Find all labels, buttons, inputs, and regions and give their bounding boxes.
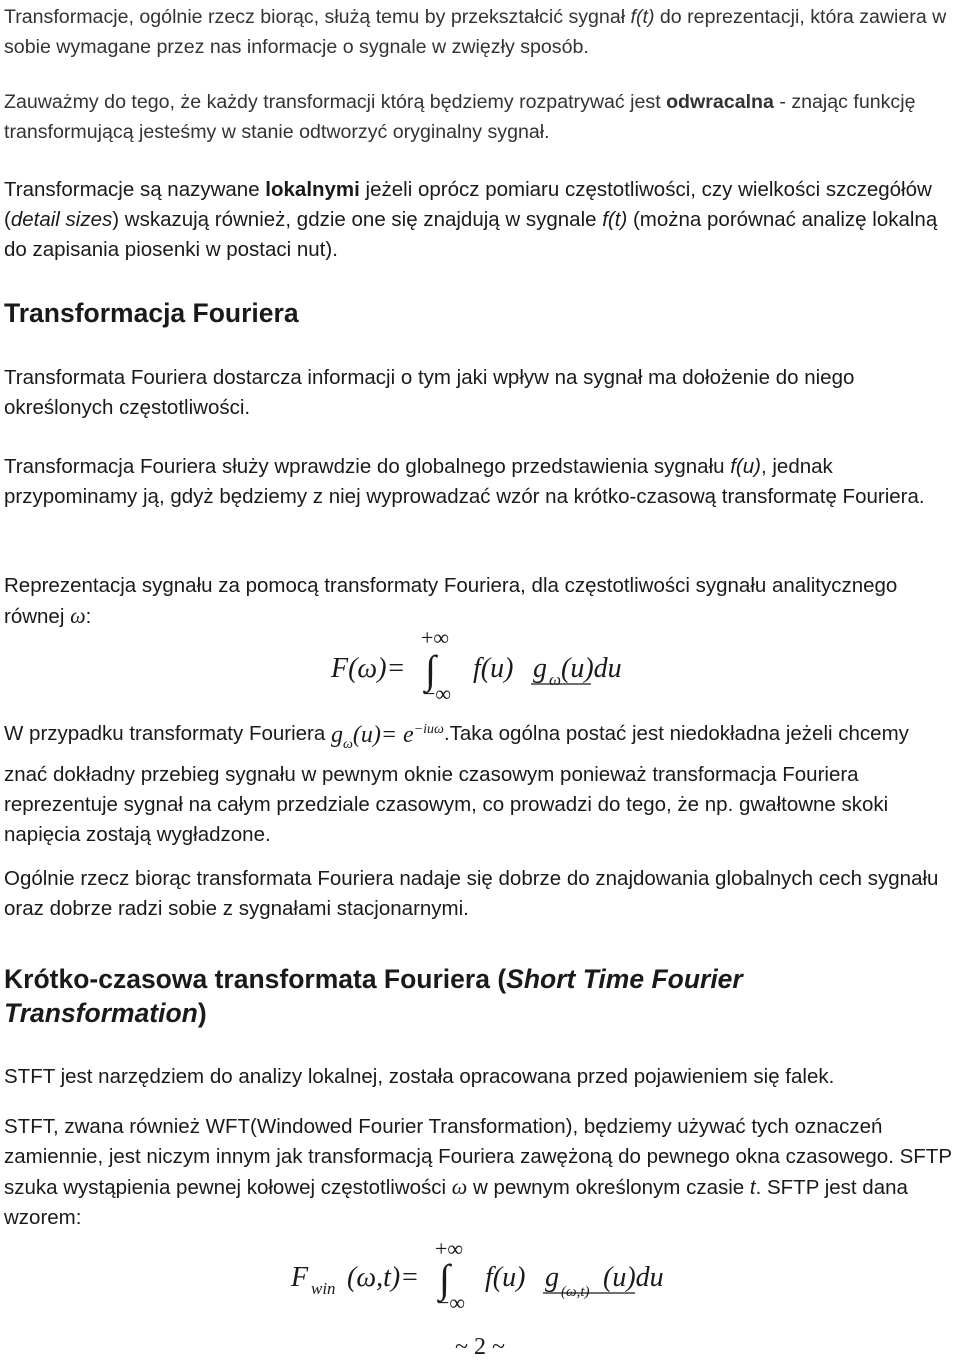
text: jeżeli oprócz pomiaru częstotliwości, czy wielkości szczegółów ( — [4, 178, 932, 231]
paragraph-representation — [4, 571, 956, 632]
kernel-g: g — [330, 722, 343, 748]
paragraph-intro — [4, 2, 956, 62]
formula-g: g — [545, 1262, 559, 1293]
formula-F: F — [291, 1262, 309, 1293]
omega-symbol: ω — [451, 1174, 468, 1199]
paragraph-invertible — [4, 87, 956, 147]
italic-term: Short Time Fourier Transformation — [4, 964, 743, 1028]
omega-symbol: ω — [70, 603, 86, 628]
text: (można porównać analizę lokalną do zapisania piosenki w postaci nut). — [4, 208, 938, 261]
fourier-transform-formula — [325, 625, 645, 710]
integral-upper-limit: +∞ — [435, 1236, 464, 1261]
kernel-exponent: −iuω — [413, 722, 444, 737]
integral-sign: ∫ — [425, 647, 436, 692]
paragraph-local — [4, 175, 956, 265]
paragraph-fourier-kernel — [4, 715, 956, 850]
paragraph-global-features: Ogólnie rzecz biorąc transformata Fouriera nadaje się dobrze do znajdowania globalnych cech sygnału oraz dobrze radzi sobie z sygnałami stacjonarnymi. — [4, 867, 939, 920]
text: . SFTP jest dana wzorem: — [4, 1176, 908, 1229]
text: do reprezentacji, która zawiera w sobie wymagane przez nas informacje o sygnale w zwięzły sposób. — [4, 6, 947, 58]
bold-term: odwracalna — [666, 91, 774, 113]
text: ) wskazują również, gdzie one się znajdują w sygnale — [112, 208, 603, 231]
formula-g: g — [533, 653, 547, 684]
text: : — [85, 605, 92, 628]
integral-lower-limit: −∞ — [437, 1290, 466, 1315]
section-heading-stft — [4, 962, 904, 1030]
kernel-mid: (u)= e — [352, 722, 414, 748]
formula-g-subscript: ω — [549, 670, 562, 689]
text: Transformacje, ogólnie rzecz biorąc, służą temu by przekształcić sygnał — [4, 6, 631, 28]
page-number: ~ 2 ~ — [455, 1334, 505, 1360]
text: , jednak przypominamy ją, gdyż będziemy z niej wyprowadzać wzór na krótko-czasową transformatę Fouriera. — [4, 455, 925, 508]
math-t: t — [749, 1176, 756, 1199]
integral-sign: ∫ — [439, 1256, 450, 1301]
paragraph-fourier-info: Transformata Fouriera dostarcza informacji o tym jaki wpływ na sygnał ma dołożenie do niego określonych częstotliwości. — [4, 366, 855, 419]
stft-formula — [285, 1236, 685, 1321]
formula-F-args: (ω,t)= — [347, 1262, 420, 1293]
math-ft: f(t) — [630, 6, 655, 28]
text: STFT, zwana również WFT(Windowed Fourier Transformation), będziemy używać tych oznaczeń zamiennie, jest niczym innym jak transformacją Fouriera zawężoną do pewnego okna czasowego. SFTP szuka wystąpienia pewnej kołowej częstotliwości — [4, 1115, 952, 1199]
text: W przypadku transformaty Fouriera — [4, 722, 331, 745]
kernel-subscript: ω — [342, 736, 353, 752]
formula-g-subscript: (ω,t) — [561, 1284, 590, 1300]
paragraph-stft-tool: STFT jest narzędziem do analizy lokalnej, została opracowana przed pojawieniem się falek. — [4, 1065, 835, 1088]
text: ) — [197, 998, 207, 1028]
text: - znając funkcję transformującą jesteśmy w stanie odtworzyć oryginalny sygnał. — [4, 91, 916, 143]
text: Zauważmy do tego, że każdy transformacji którą będziemy rozpatrywać jest — [4, 91, 667, 113]
paragraph-stft-wft — [4, 1112, 956, 1233]
text: Reprezentacja sygnału za pomocą transformaty Fouriera, dla częstotliwości sygnału analitycznego równej — [4, 574, 898, 628]
text: w pewnym określonym czasie — [467, 1176, 750, 1199]
formula-f: f(u) — [485, 1262, 526, 1293]
kernel-formula — [331, 715, 444, 760]
formula-F-subscript: win — [311, 1279, 336, 1298]
integral-lower-limit: −∞ — [423, 681, 452, 705]
formula-lhs: F(ω)= — [331, 653, 406, 684]
italic-term: detail sizes — [10, 208, 113, 231]
section-heading-fourier: Transformacja Fouriera — [4, 298, 299, 328]
formula-g-args: (u)du — [561, 653, 622, 684]
formula-g-args: (u)du — [603, 1262, 664, 1293]
paragraph-fourier-global — [4, 452, 956, 512]
text: Transformacje są nazywane — [4, 178, 266, 201]
math-fu: f(u) — [730, 455, 761, 478]
formula-f: f(u) — [473, 653, 514, 684]
math-ft: f(t) — [602, 208, 628, 231]
integral-upper-limit: +∞ — [421, 625, 450, 650]
text: Transformacja Fouriera służy wprawdzie do globalnego przedstawienia sygnału — [4, 455, 731, 478]
text: .Taka ogólna postać jest niedokładna jeżeli chcemy znać dokładny przebieg sygnału w pewnym oknie czasowym ponieważ transformacja Fouriera reprezentuje sygnał na całym przedziale czasowym, co prowadzi do tego, że np. gwałtowne skoki napięcia zostają wygładzone. — [4, 722, 909, 846]
text: Krótko-czasowa transformata Fouriera ( — [4, 964, 507, 994]
bold-term: lokalnymi — [265, 178, 360, 201]
